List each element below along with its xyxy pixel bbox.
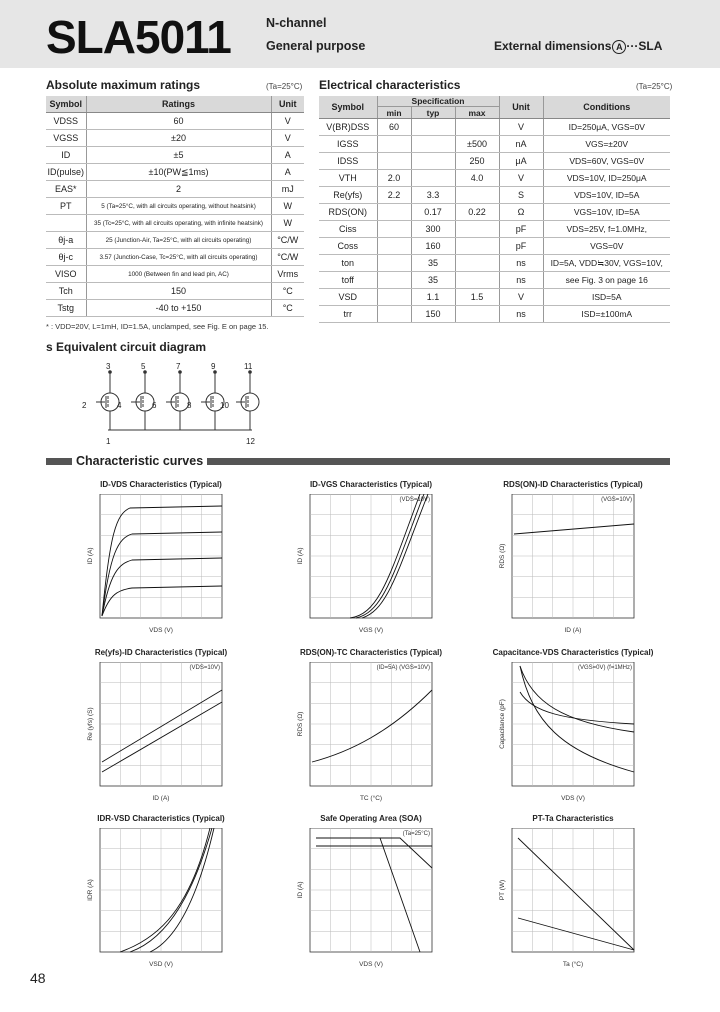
elec-unit: ns: [499, 272, 543, 289]
abs-unit: A: [271, 164, 304, 181]
abs-rating: 1000 (Between fin and lead pin, AC): [86, 266, 271, 283]
elec-cond: VGS=0V: [543, 238, 670, 255]
elec-min: 2.2: [377, 187, 411, 204]
elec-typ: 300: [411, 221, 455, 238]
chart-title: ID-VGS Characteristics (Typical): [309, 480, 433, 489]
elec-unit: ns: [499, 255, 543, 272]
abs-row: [46, 181, 304, 198]
elec-max: [455, 119, 499, 136]
mosfet-symbol: [236, 370, 259, 430]
elec-h-cond: Conditions: [543, 96, 670, 119]
abs-unit: A: [271, 147, 304, 164]
mosfet-symbol: [131, 370, 154, 430]
elec-h-unit: Unit: [499, 96, 543, 119]
elec-unit: nA: [499, 136, 543, 153]
elec-max: 250: [455, 153, 499, 170]
elec-h-spec: Specification: [377, 96, 499, 107]
chart-condition: (VDS=10V): [399, 497, 430, 503]
abs-symbol: ID(pulse): [46, 164, 86, 181]
elec-h-min: min: [377, 107, 411, 119]
abs-symbol: VISO: [46, 266, 86, 283]
pin-mid-3: 6: [152, 401, 157, 410]
chart-condition: (Ta=25°C): [402, 831, 430, 837]
abs-row: [46, 266, 304, 283]
pin-mid-2: 4: [117, 401, 122, 410]
pin-top-5: 11: [244, 362, 253, 371]
abs-h-ratings: Ratings: [86, 96, 271, 113]
x-axis-label: VDS (V): [561, 795, 585, 802]
abs-unit: °C: [271, 300, 304, 317]
abs-symbol: θj-a: [46, 232, 86, 249]
part-number: SLA5011: [46, 11, 231, 63]
elec-row: [319, 289, 670, 306]
abs-row: [46, 198, 304, 215]
abs-rating: 60: [86, 113, 271, 130]
abs-unit: °C/W: [271, 249, 304, 266]
elec-typ: 35: [411, 255, 455, 272]
elec-row: [319, 153, 670, 170]
page-number: 48: [30, 970, 46, 986]
abs-row: [46, 283, 304, 300]
abs-cond: (Ta=25°C): [266, 82, 303, 91]
mosfet-symbol: [166, 370, 189, 430]
abs-unit: W: [271, 198, 304, 215]
abs-row: [46, 300, 304, 317]
elec-unit: μA: [499, 153, 543, 170]
elec-min: [377, 153, 411, 170]
elec-min: 60: [377, 119, 411, 136]
characteristic-chart: [294, 828, 440, 974]
characteristic-chart: [294, 494, 440, 640]
abs-unit: °C: [271, 283, 304, 300]
abs-h-unit: Unit: [271, 96, 304, 113]
chart-title: IDR-VSD Characteristics (Typical): [97, 814, 225, 823]
characteristic-chart: [294, 662, 440, 808]
external-dimensions: [494, 39, 662, 54]
elec-row: [319, 272, 670, 289]
elec-min: [377, 255, 411, 272]
y-axis-label: RDS (Ω): [499, 543, 506, 569]
abs-row: [46, 113, 304, 130]
elec-max: ±500: [455, 136, 499, 153]
abs-rating: 3.57 (Junction-Case, Tc=25°C, with all circuits operating): [86, 249, 271, 266]
elec-typ: 0.17: [411, 204, 455, 221]
elec-unit: ns: [499, 306, 543, 323]
elec-max: [455, 306, 499, 323]
equiv-circuit: [70, 358, 290, 446]
elec-cond: VDS=25V, f=1.0MHz,: [543, 221, 670, 238]
elec-cond: ISD=±100mA: [543, 306, 670, 323]
elec-cond: VDS=10V, ID=5A: [543, 187, 670, 204]
abs-row: [46, 130, 304, 147]
abs-symbol: PT: [46, 198, 86, 215]
chart-title: Capacitance-VDS Characteristics (Typical): [492, 648, 654, 657]
abs-rating: 35 (Tc=25°C, with all circuits operating, with infinite heatsink): [86, 215, 271, 232]
curve: [518, 838, 634, 950]
abs-rating: 2: [86, 181, 271, 198]
x-axis-label: VSD (V): [149, 961, 173, 968]
x-axis-label: VDS (V): [149, 627, 173, 634]
elec-cond: see Fig. 3 on page 16: [543, 272, 670, 289]
curve: [102, 690, 222, 762]
elec-row: [319, 136, 670, 153]
elec-unit: pF: [499, 238, 543, 255]
elec-unit: pF: [499, 221, 543, 238]
elec-typ: [411, 119, 455, 136]
abs-symbol: Tstg: [46, 300, 86, 317]
abs-row: [46, 249, 304, 266]
abs-rating: -40 to +150: [86, 300, 271, 317]
elec-symbol: IDSS: [319, 153, 377, 170]
elec-max: [455, 187, 499, 204]
abs-row: [46, 215, 304, 232]
elec-symbol: VSD: [319, 289, 377, 306]
elec-h-max: max: [455, 107, 499, 119]
device-type: N-channel: [266, 16, 327, 30]
chart-condition: (VGS=0V) (f=1MHz): [577, 665, 632, 671]
abs-symbol: ID: [46, 147, 86, 164]
abs-symbol: Tch: [46, 283, 86, 300]
elec-symbol: Coss: [319, 238, 377, 255]
characteristic-chart: [496, 828, 642, 974]
elec-table: [319, 96, 670, 323]
elec-row: [319, 255, 670, 272]
pin-mid-5: 10: [220, 401, 229, 410]
abs-unit: V: [271, 113, 304, 130]
y-axis-label: ID (A): [87, 547, 94, 565]
elec-typ: [411, 136, 455, 153]
y-axis-label: Capacitance (pF): [499, 699, 506, 749]
chart-title: ID-VDS Characteristics (Typical): [100, 480, 222, 489]
abs-rating: 25 (Junction-Air, Ta=25°C, with all circuits operating): [86, 232, 271, 249]
elec-cond: ID=250μA, VGS=0V: [543, 119, 670, 136]
abs-rating: ±10(PW≦1ms): [86, 164, 271, 181]
ext-label: External dimensions: [494, 39, 612, 53]
elec-unit: V: [499, 170, 543, 187]
elec-cond: VDS=10V, ID=250μA: [543, 170, 670, 187]
x-axis-label: Ta (°C): [562, 961, 584, 968]
curve: [316, 838, 420, 952]
abs-unit: °C/W: [271, 232, 304, 249]
elec-symbol: toff: [319, 272, 377, 289]
elec-min: [377, 306, 411, 323]
y-axis-label: ID (A): [297, 881, 304, 899]
y-axis-label: Re (yfs) (S): [87, 707, 94, 741]
elec-max: [455, 255, 499, 272]
elec-symbol: RDS(ON): [319, 204, 377, 221]
elec-typ: 3.3: [411, 187, 455, 204]
elec-max: 1.5: [455, 289, 499, 306]
elec-min: 2.0: [377, 170, 411, 187]
abs-unit: W: [271, 215, 304, 232]
elec-min: [377, 272, 411, 289]
elec-symbol: Re(yfs): [319, 187, 377, 204]
curve: [514, 524, 634, 534]
abs-rating: 5 (Ta=25°C, with all circuits operating, without heatsink): [86, 198, 271, 215]
elec-unit: V: [499, 119, 543, 136]
elec-row: [319, 306, 670, 323]
elec-max: [455, 221, 499, 238]
abs-footnote: * : VDD=20V, L=1mH, ID=1.5A, unclamped, see Fig. E on page 15.: [46, 322, 269, 331]
elec-unit: S: [499, 187, 543, 204]
elec-row: [319, 204, 670, 221]
elec-min: [377, 289, 411, 306]
elec-cond: VDS=60V, VGS=0V: [543, 153, 670, 170]
x-axis-label: ID (A): [152, 795, 170, 802]
abs-row: [46, 147, 304, 164]
characteristic-chart: [84, 828, 230, 974]
chart-title: PT-Ta Characteristics: [532, 814, 614, 823]
elec-unit: V: [499, 289, 543, 306]
mosfet-symbol: [96, 370, 119, 430]
abs-unit: mJ: [271, 181, 304, 198]
elec-cond: ISD=5A: [543, 289, 670, 306]
elec-min: [377, 238, 411, 255]
abs-unit: Vrms: [271, 266, 304, 283]
abs-unit: V: [271, 130, 304, 147]
abs-symbol: VGSS: [46, 130, 86, 147]
elec-title: Electrical characteristics: [319, 78, 461, 92]
elec-typ: [411, 170, 455, 187]
y-axis-label: PT (W): [499, 879, 506, 901]
curve: [518, 918, 634, 950]
y-axis-label: ID (A): [297, 547, 304, 565]
chart-title: RDS(ON)-TC Characteristics (Typical): [299, 648, 443, 657]
characteristic-chart: [84, 494, 230, 640]
characteristic-chart: [496, 662, 642, 808]
y-axis-label: IDR (A): [87, 879, 94, 901]
abs-symbol: EAS*: [46, 181, 86, 198]
abs-h-symbol: Symbol: [46, 96, 86, 113]
chart-condition: (VDS=10V): [189, 665, 220, 671]
abs-symbol: θj-c: [46, 249, 86, 266]
x-axis-label: ID (A): [564, 627, 582, 634]
chart-title: Re(yfs)-ID Characteristics (Typical): [94, 648, 228, 657]
y-axis-label: RDS (Ω): [297, 711, 304, 737]
x-axis-label: VGS (V): [358, 627, 384, 634]
elec-h-symbol: Symbol: [319, 96, 377, 119]
elec-typ: [411, 153, 455, 170]
elec-symbol: VTH: [319, 170, 377, 187]
abs-title: Absolute maximum ratings: [46, 78, 201, 92]
elec-symbol: trr: [319, 306, 377, 323]
ext-mark: A: [612, 40, 626, 54]
pin-top-1: 3: [106, 362, 111, 371]
abs-symbol: VDSS: [46, 113, 86, 130]
abs-rating: 150: [86, 283, 271, 300]
elec-cond: VGS=10V, ID=5A: [543, 204, 670, 221]
abs-rating: ±5: [86, 147, 271, 164]
x-axis-label: VDS (V): [359, 961, 383, 968]
elec-h-typ: typ: [411, 107, 455, 119]
ext-suffix: ···SLA: [626, 39, 663, 53]
elec-unit: Ω: [499, 204, 543, 221]
curve: [520, 666, 634, 732]
elec-max: [455, 272, 499, 289]
elec-row: [319, 238, 670, 255]
pin-top-2: 5: [141, 362, 146, 371]
elec-symbol: V(BR)DSS: [319, 119, 377, 136]
chart-title: Safe Operating Area (SOA): [320, 814, 422, 823]
elec-row: [319, 170, 670, 187]
elec-symbol: ton: [319, 255, 377, 272]
elec-max: 4.0: [455, 170, 499, 187]
elec-typ: 35: [411, 272, 455, 289]
curve: [102, 586, 222, 616]
equiv-title: s Equivalent circuit diagram: [46, 340, 207, 354]
elec-symbol: IGSS: [319, 136, 377, 153]
pin-bot-1: 1: [106, 437, 111, 446]
curve: [102, 532, 222, 616]
elec-cond: (Ta=25°C): [636, 82, 673, 91]
elec-max: 0.22: [455, 204, 499, 221]
characteristic-chart: [496, 494, 642, 640]
pin-mid-1: 2: [82, 401, 87, 410]
chart-condition: (VGS=10V): [601, 497, 632, 503]
device-purpose: General purpose: [266, 39, 366, 53]
curve: [102, 702, 222, 772]
abs-row: [46, 164, 304, 181]
elec-symbol: Ciss: [319, 221, 377, 238]
elec-max: [455, 238, 499, 255]
characteristic-chart: [84, 662, 230, 808]
elec-cond: ID=5A, VDD≒30V, VGS=10V,: [543, 255, 670, 272]
pin-top-4: 9: [211, 362, 216, 371]
abs-row: [46, 232, 304, 249]
curve: [312, 690, 432, 762]
pin-mid-4: 8: [187, 401, 192, 410]
elec-row: [319, 221, 670, 238]
chart-title: RDS(ON)-ID Characteristics (Typical): [503, 480, 643, 489]
curves-title: Characteristic curves: [72, 454, 207, 468]
abs-rating: ±20: [86, 130, 271, 147]
elec-row: [319, 187, 670, 204]
elec-min: [377, 136, 411, 153]
pin-top-3: 7: [176, 362, 181, 371]
elec-min: [377, 204, 411, 221]
x-axis-label: TC (°C): [359, 795, 383, 802]
abs-table: [46, 96, 304, 317]
elec-typ: 150: [411, 306, 455, 323]
curve: [316, 838, 432, 868]
elec-typ: 1.1: [411, 289, 455, 306]
elec-cond: VGS=±20V: [543, 136, 670, 153]
pin-bot-2: 12: [246, 437, 255, 446]
chart-condition: (ID=5A) (VGS=10V): [376, 665, 430, 671]
elec-row: [319, 119, 670, 136]
abs-symbol: [46, 215, 86, 232]
elec-typ: 160: [411, 238, 455, 255]
elec-min: [377, 221, 411, 238]
curve: [102, 506, 222, 616]
